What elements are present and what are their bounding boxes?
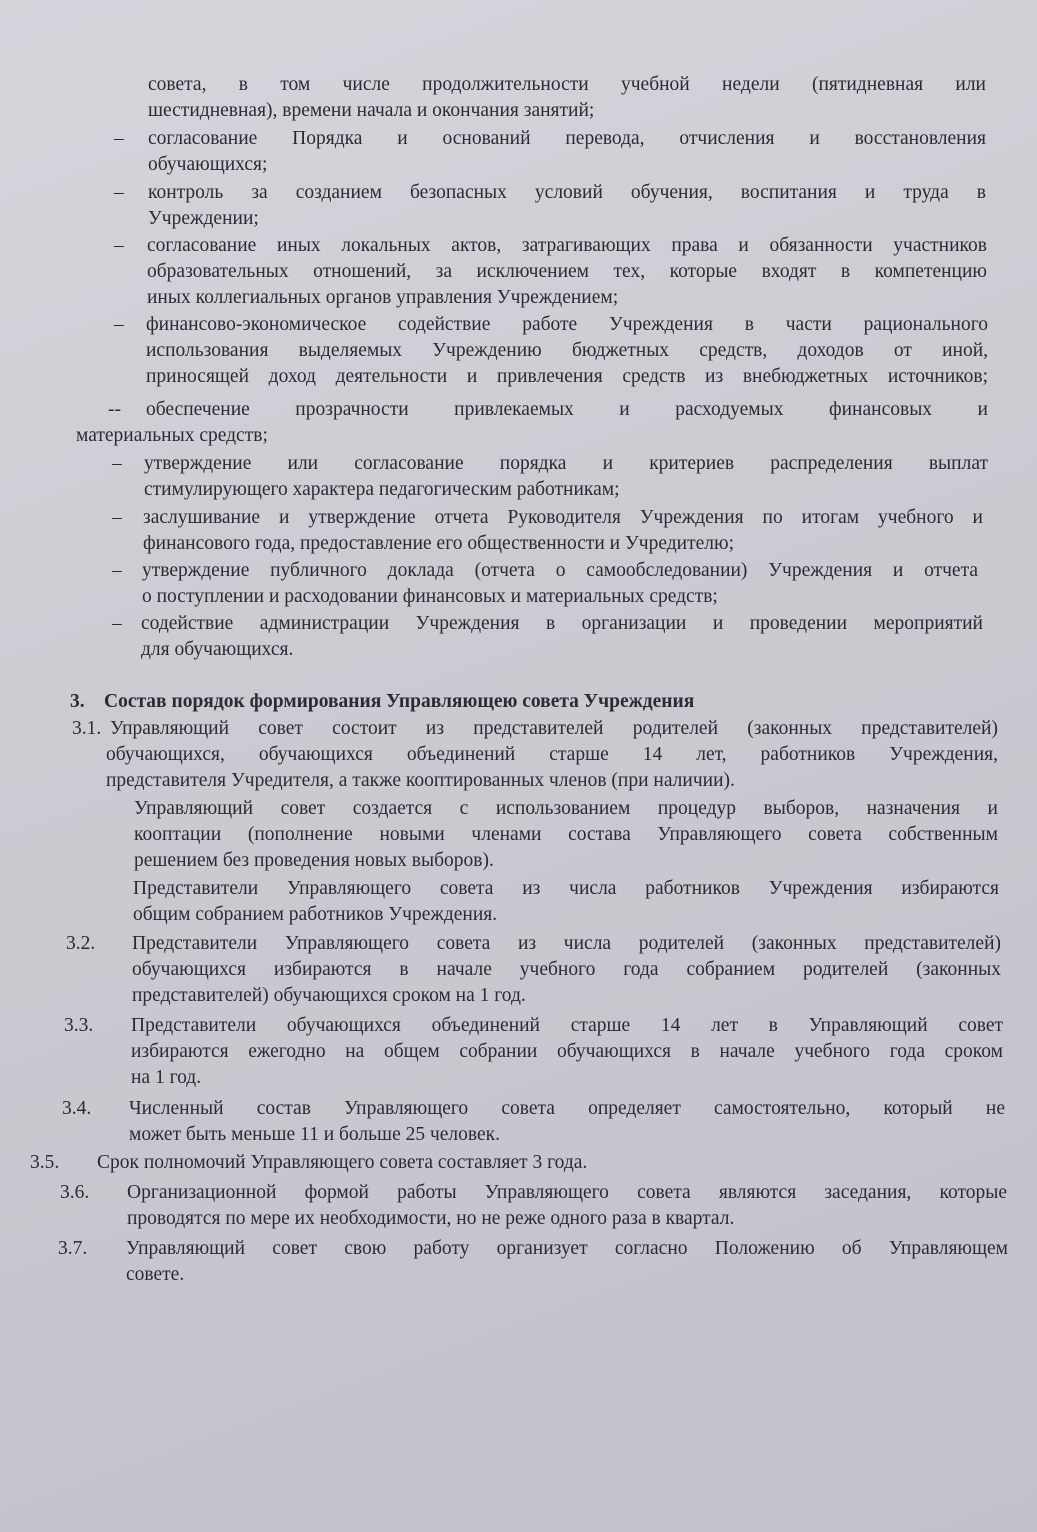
bullet-line: Учреждении;	[148, 208, 259, 229]
bullet-dash: –	[114, 314, 124, 335]
item-paragraph-line: Представители Управляющего совета из числа работников Учреждения избираются	[133, 878, 999, 899]
item-line: Численный состав Управляющего совета определяет самостоятельно, который не	[129, 1098, 1005, 1119]
item-line: Управляющий совет свою работу организует согласно Положению об Управляющем	[126, 1238, 1008, 1259]
bullet-line: утверждение публичного доклада (отчета о самообследовании) Учреждения и отчета	[142, 560, 978, 581]
bullet-line: иных коллегиальных органов управления Учреждением;	[147, 287, 619, 308]
bullet-line: финансово-экономическое содействие работе Учреждения в части рационального	[146, 314, 988, 335]
item-paragraph-line: общим собранием работников Учреждения.	[133, 904, 498, 925]
bullet-line: утверждение или согласование порядка и критериев распределения выплат	[144, 453, 988, 474]
bullet-line: образовательных отношений, за исключением тех, которые входят в компетенцию	[147, 261, 987, 282]
bullet-line: обеспечение прозрачности привлекаемых и расходуемых финансовых и	[146, 399, 988, 420]
item-line: совете.	[126, 1264, 185, 1285]
bullet-line: контроль за созданием безопасных условий обучения, воспитания и труда в	[148, 182, 986, 203]
item-line: на 1 год.	[131, 1067, 202, 1088]
bullet-dash: –	[112, 560, 122, 581]
bullet-dash: –	[114, 235, 124, 256]
item-line: Управляющий совет состоит из представителей родителей (законных представителей)	[110, 718, 998, 739]
bullet-dash: –	[112, 613, 122, 634]
bullet-continuation-line: совета, в том числе продолжительности учебной недели (пятидневная или	[148, 74, 986, 95]
section-heading: Состав порядок формирования Управляющею совета Учреждения	[104, 691, 695, 712]
item-line: представителей) обучающихся сроком на 1 год.	[132, 985, 526, 1006]
bullet-line: содействие администрации Учреждения в организации и проведении мероприятий	[141, 613, 983, 634]
item-line: может быть меньше 11 и больше 25 человек.	[129, 1124, 501, 1145]
item-line: Представители обучающихся объединений старше 14 лет в Управляющий совет	[131, 1015, 1003, 1036]
bullet-line: для обучающихся.	[141, 639, 294, 660]
item-paragraph-line: Управляющий совет создается с использованием процедур выборов, назначения и	[134, 798, 998, 819]
bullet-line: о поступлении и расходовании финансовых и материальных средств;	[142, 586, 718, 607]
item-line: избираются ежегодно на общем собрании обучающихся в начале учебного года сроком	[131, 1041, 1003, 1062]
bullet-line: обучающихся;	[148, 154, 268, 175]
item-line: Представители Управляющего совета из числа родителей (законных представителей)	[132, 933, 1001, 954]
section-number: 3.	[70, 691, 85, 712]
bullet-dash: –	[114, 182, 124, 203]
bullet-line: материальных средств;	[76, 425, 268, 446]
bullet-line: согласование Порядка и оснований перевода, отчисления и восстановления	[148, 128, 986, 149]
item-number: 3.2.	[66, 933, 96, 954]
item-number: 3.3.	[64, 1015, 94, 1036]
bullet-line: финансового года, предоставление его общественности и Учредителю;	[143, 533, 734, 554]
item-line: обучающихся, обучающихся объединений старше 14 лет, работников Учреждения,	[106, 744, 998, 765]
bullet-dash: --	[108, 399, 121, 420]
bullet-line: использования выделяемых Учреждению бюджетных средств, доходов от иной,	[146, 340, 988, 361]
item-number: 3.1.	[72, 718, 102, 739]
bullet-continuation-line: шестидневная), времени начала и окончания занятий;	[148, 100, 595, 121]
item-line: Организационной формой работы Управляющего совета являются заседания, которые	[127, 1182, 1007, 1203]
bullet-line: приносящей доход деятельности и привлечения средств из внебюджетных источников;	[146, 366, 988, 387]
item-number: 3.4.	[62, 1098, 92, 1119]
item-paragraph-line: решением без проведения новых выборов).	[134, 850, 494, 871]
item-number: 3.6.	[60, 1182, 90, 1203]
item-line: представителя Учредителя, а также кооптированных членов (при наличии).	[106, 770, 735, 791]
item-number: 3.5.	[30, 1152, 60, 1173]
bullet-line: стимулирующего характера педагогическим работникам;	[144, 479, 620, 500]
bullet-dash: –	[114, 128, 124, 149]
bullet-line: согласование иных локальных актов, затрагивающих права и обязанности участников	[147, 235, 987, 256]
item-line: обучающихся избираются в начале учебного года собранием родителей (законных	[132, 959, 1001, 980]
bullet-dash: –	[112, 507, 122, 528]
bullet-dash: –	[112, 453, 122, 474]
item-line: Срок полномочий Управляющего совета составляет 3 года.	[97, 1152, 588, 1173]
item-paragraph-line: кооптации (пополнение новыми членами состава Управляющего совета собственным	[134, 824, 998, 845]
item-line: проводятся по мере их необходимости, но не реже одного раза в квартал.	[127, 1208, 735, 1229]
bullet-line: заслушивание и утверждение отчета Руководителя Учреждения по итогам учебного и	[143, 507, 983, 528]
item-number: 3.7.	[58, 1238, 88, 1259]
